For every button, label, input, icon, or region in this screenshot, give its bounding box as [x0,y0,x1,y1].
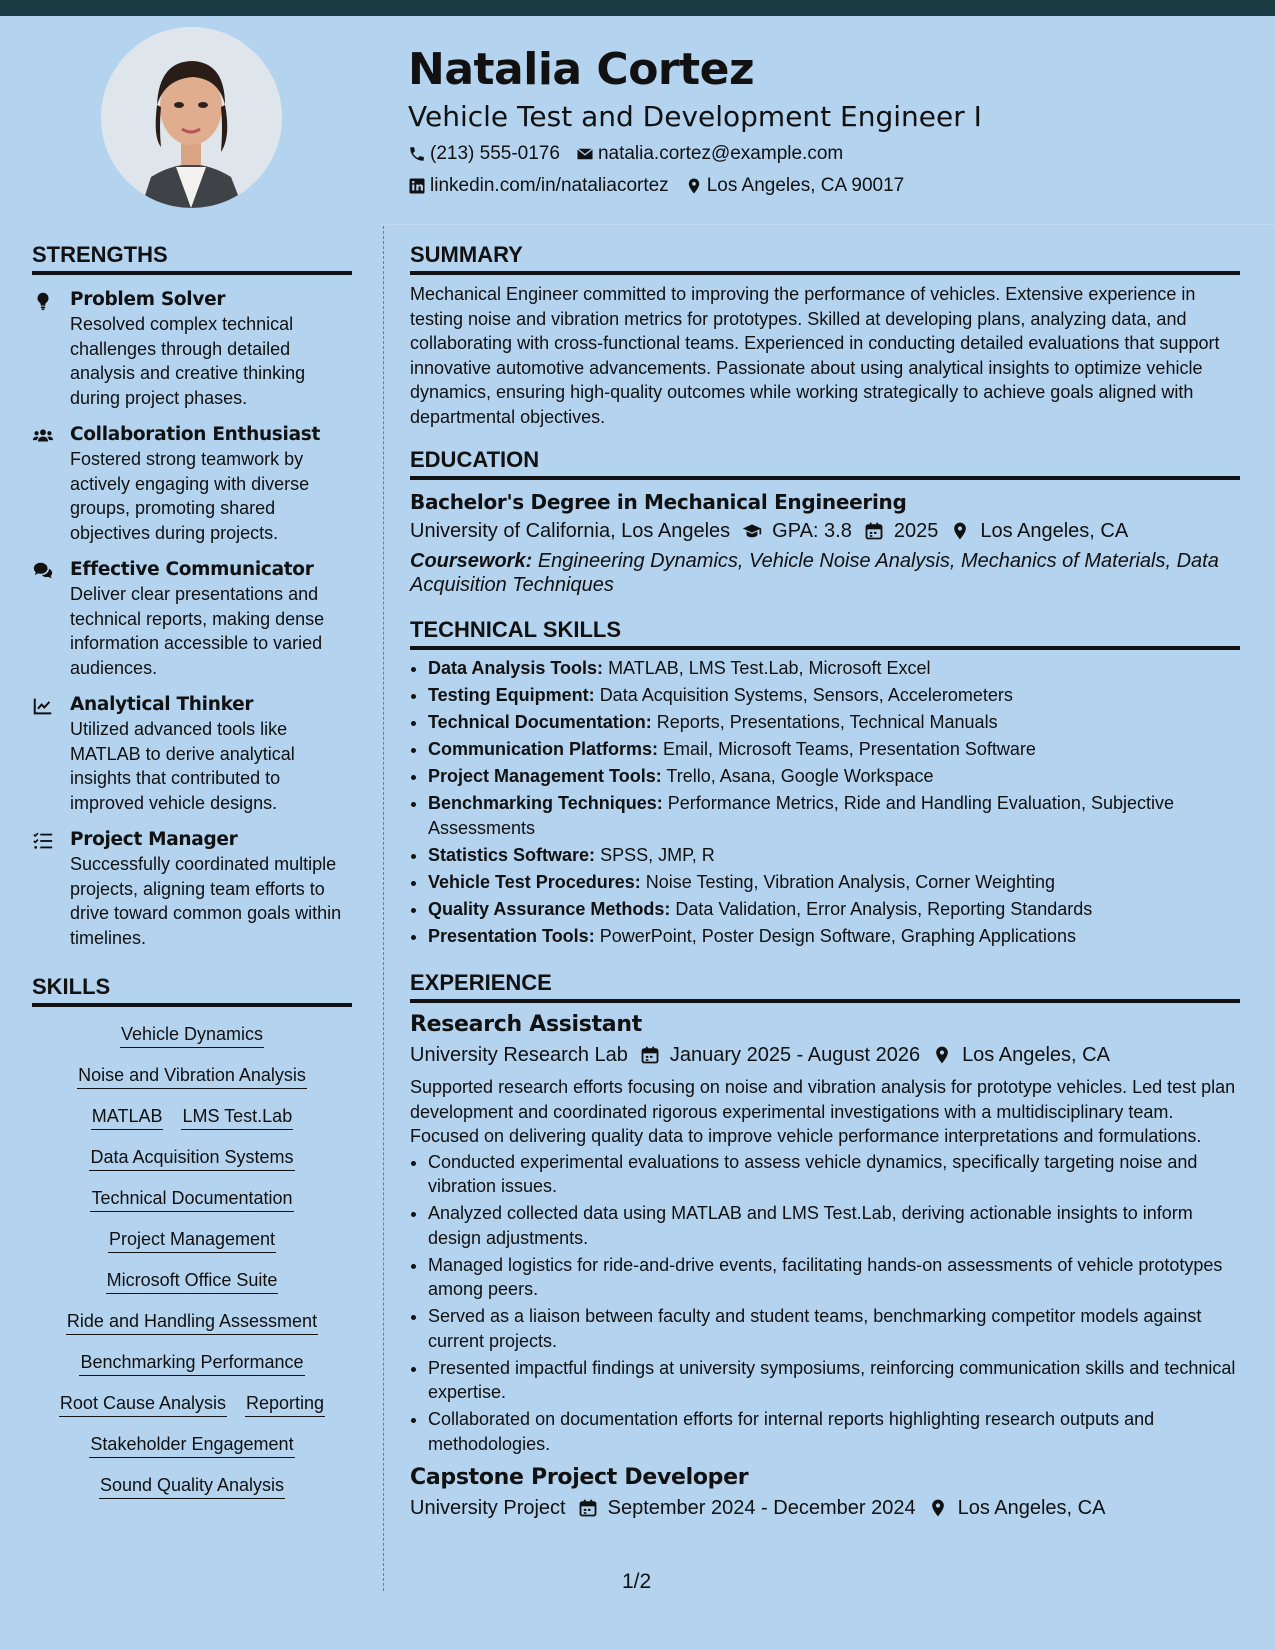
left-column [32,240,352,1499]
skills-heading: SKILLS [32,972,352,1007]
list-item: • Managed logistics for ride-and-drive events, facilitating hands-on assessments of vehicle prototypes among peers. [428,1253,1240,1302]
strength-description: Successfully coordinated multiple projects, aligning team efforts to drive toward common goals within timelines. [70,854,342,948]
job-meta [410,1039,1240,1071]
linkedin-icon [408,177,426,195]
strength-item [32,423,352,545]
skill-tag: Root Cause Analysis [59,1391,227,1417]
skill-tag: Vehicle Dynamics [120,1022,264,1048]
summary-text: Mechanical Engineer committed to improving the performance of vehicles. Extensive experience in testing noise and vibration metrics for prototypes. Skilled at developing plans, analyzing data, and collaborating with cross-functional teams. Experienced in conducting detailed evaluations that support innovative automotive advancements. Passionate about using analytical insights to optimize vehicle dynamics, ensuring high-quality outcomes while working strategically to achieve goals aligned with departmental objectives. [410,284,1220,427]
list-item: • Presented impactful findings at university symposiums, reinforcing communication skills and technical expertise. [428,1356,1240,1405]
skill-values: Data Validation, Error Analysis, Reporting Standards [675,898,1093,919]
map-marker-icon [932,1045,952,1065]
skill-tags [32,1022,352,1499]
skill-values: MATLAB, LMS Test.Lab, Microsoft Excel [608,658,931,678]
list-item: • Served as a liaison between faculty and student teams, benchmarking competitor models against current projects. [428,1304,1240,1353]
envelope-icon [576,145,594,163]
skill-category: Presentation Tools: [428,925,595,946]
list-item [428,764,1240,789]
job-location: Los Angeles, CA [957,1497,1106,1519]
job-organization: University Project [410,1497,566,1519]
strength-title: Project Manager [70,829,238,850]
job-dates: January 2025 - August 2026 [669,1044,921,1066]
job-meta [410,1492,1240,1524]
skill-tag: Project Management [108,1227,276,1253]
phone-icon [408,145,426,163]
technical-skills-section [410,615,1240,948]
calendar-icon [864,521,884,541]
job-location: Los Angeles, CA [962,1044,1110,1066]
list-item: • Conducted experimental evaluations to assess vehicle dynamics, specifically targeting noise and vibration issues. [428,1150,1240,1199]
profile-photo [101,27,282,208]
job-entry [410,1464,1240,1524]
skill-tag: Benchmarking Performance [79,1350,304,1376]
page-number: 1/2 [622,1570,652,1593]
skill-category: Quality Assurance Methods: [428,898,671,919]
strength-title: Collaboration Enthusiast [70,424,321,445]
map-marker-icon [928,1498,948,1518]
education-heading: EDUCATION [410,445,1240,480]
list-item [428,656,1240,681]
skill-values: Reports, Presentations, Technical Manuals [656,712,998,732]
list-item [428,897,1240,922]
school-location: Los Angeles, CA [980,520,1129,542]
skill-category: Benchmarking Techniques: [428,793,663,813]
phone-contact [408,143,560,165]
linkedin-text: linkedin.com/in/nataliacortez [430,175,669,196]
strength-item [32,828,352,950]
list-item [428,710,1240,735]
users-icon [32,425,54,447]
skill-values: Data Acquisition Systems, Sensors, Accelerometers [599,685,1013,705]
technical-skills-list [410,656,1240,948]
list-item [428,843,1240,868]
job-bullets [410,1150,1240,1457]
skill-category: Vehicle Test Procedures: [428,871,641,892]
experience-heading: EXPERIENCE [410,968,1240,1003]
skill-tag: LMS Test.Lab [181,1104,293,1130]
skill-category: Data Analysis Tools: [428,658,604,678]
summary-section [410,240,1240,429]
strength-description: Deliver clear presentations and technical reports, making dense information accessible to varied audiences. [70,584,325,678]
skill-tag: Stakeholder Engagement [89,1432,294,1458]
skill-values: SPSS, JMP, R [600,844,715,865]
contact-info [408,138,1248,202]
phone-text: (213) 555-0176 [430,143,560,164]
technical-skills-heading: TECHNICAL SKILLS [410,615,1240,650]
education-meta [410,515,1240,547]
skill-values: Noise Testing, Vibration Analysis, Corner Weighting [645,871,1055,892]
right-column [410,240,1240,1540]
chart-line-icon [32,695,54,717]
map-marker-icon [685,177,703,195]
skill-values: Trello, Asana, Google Workspace [666,766,934,786]
skill-tag: Data Acquisition Systems [89,1145,294,1171]
skill-values: Email, Microsoft Teams, Presentation Software [663,739,1036,759]
top-bar [0,0,1275,16]
comments-icon [32,560,54,582]
skill-category: Communication Platforms: [428,739,659,759]
strength-item [32,558,352,680]
job-organization: University Research Lab [410,1044,628,1066]
candidate-name: Natalia Cortez [408,44,755,95]
list-check-icon [32,830,54,852]
skill-category: Testing Equipment: [428,685,595,705]
strength-title: Analytical Thinker [70,694,254,715]
skill-tag: Ride and Handling Assessment [66,1309,318,1335]
email-contact[interactable] [576,143,843,165]
skill-tag: Microsoft Office Suite [106,1268,279,1294]
coursework [410,549,1240,597]
list-item [428,870,1240,895]
candidate-title: Vehicle Test and Development Engineer I [408,100,982,133]
education-section [410,445,1240,597]
column-divider [383,226,384,1591]
graduation-year: 2025 [893,520,939,542]
list-item [428,737,1240,762]
job-entry [410,1011,1240,1456]
list-item [428,791,1240,840]
skill-values: PowerPoint, Poster Design Software, Graphing Applications [599,925,1076,946]
skill-category: Project Management Tools: [428,766,662,786]
email-text: natalia.cortez@example.com [597,143,844,164]
resume-header [408,40,1248,202]
location-contact [685,175,905,197]
job-dates: September 2024 - December 2024 [607,1497,916,1519]
skill-category: Technical Documentation: [428,712,652,732]
strength-description: Utilized advanced tools like MATLAB to derive analytical insights that contributed to improved vehicle designs. [70,719,295,813]
list-item: • Analyzed collected data using MATLAB and LMS Test.Lab, deriving actionable insights to inform design adjustments. [428,1201,1240,1250]
skill-values: Performance Metrics, Ride and Handling Evaluation, Subjective Assessments [428,793,1174,838]
calendar-icon [640,1045,660,1065]
list-item: • Collaborated on documentation efforts for internal reports highlighting research outputs and methodologies. [428,1407,1240,1456]
list-item [428,683,1240,708]
skill-tag: Technical Documentation [90,1186,293,1212]
school-name: University of California, Los Angeles [410,520,731,542]
degree-title: Bachelor's Degree in Mechanical Engineering [410,490,907,514]
skill-tag: Sound Quality Analysis [99,1473,285,1499]
location-text: Los Angeles, CA 90017 [706,175,905,196]
gpa-text: GPA: 3.8 [772,520,852,542]
strength-description: Fostered strong teamwork by actively engaging with diverse groups, promoting shared objectives during projects. [70,449,310,543]
strength-title: Problem Solver [70,289,226,310]
strengths-heading: STRENGTHS [32,240,352,275]
skill-category: Statistics Software: [428,844,596,865]
skill-tag: Noise and Vibration Analysis [77,1063,307,1089]
list-item [428,924,1240,949]
job-description: Supported research efforts focusing on noise and vibration analysis for prototype vehicles. Led test plan development and coordinated rigorous experimental investigations with a multidisciplinary team. Focused on delivering quality data to improve vehicle performance interpretations and formulations. [410,1077,1236,1146]
coursework-label: Coursework: [410,550,533,572]
graduation-cap-icon [742,521,762,541]
skill-tag: MATLAB [91,1104,164,1130]
coursework-list: Engineering Dynamics, Vehicle Noise Analysis, Mechanics of Materials, Data Acquisition Techniques [410,550,1219,596]
job-title: Research Assistant [410,1012,642,1037]
lightbulb-icon [32,290,54,312]
skill-tag: Reporting [245,1391,325,1417]
linkedin-contact[interactable] [408,175,669,197]
experience-section [410,968,1240,1524]
strength-item [32,693,352,815]
strength-title: Effective Communicator [70,559,314,580]
strength-item [32,288,352,410]
map-marker-icon [950,521,970,541]
header-separator [385,224,1275,225]
calendar-icon [578,1498,598,1518]
job-title: Capstone Project Developer [410,1465,749,1490]
strength-description: Resolved complex technical challenges through detailed analysis and creative thinking during project phases. [70,314,306,408]
summary-heading: SUMMARY [410,240,1240,275]
